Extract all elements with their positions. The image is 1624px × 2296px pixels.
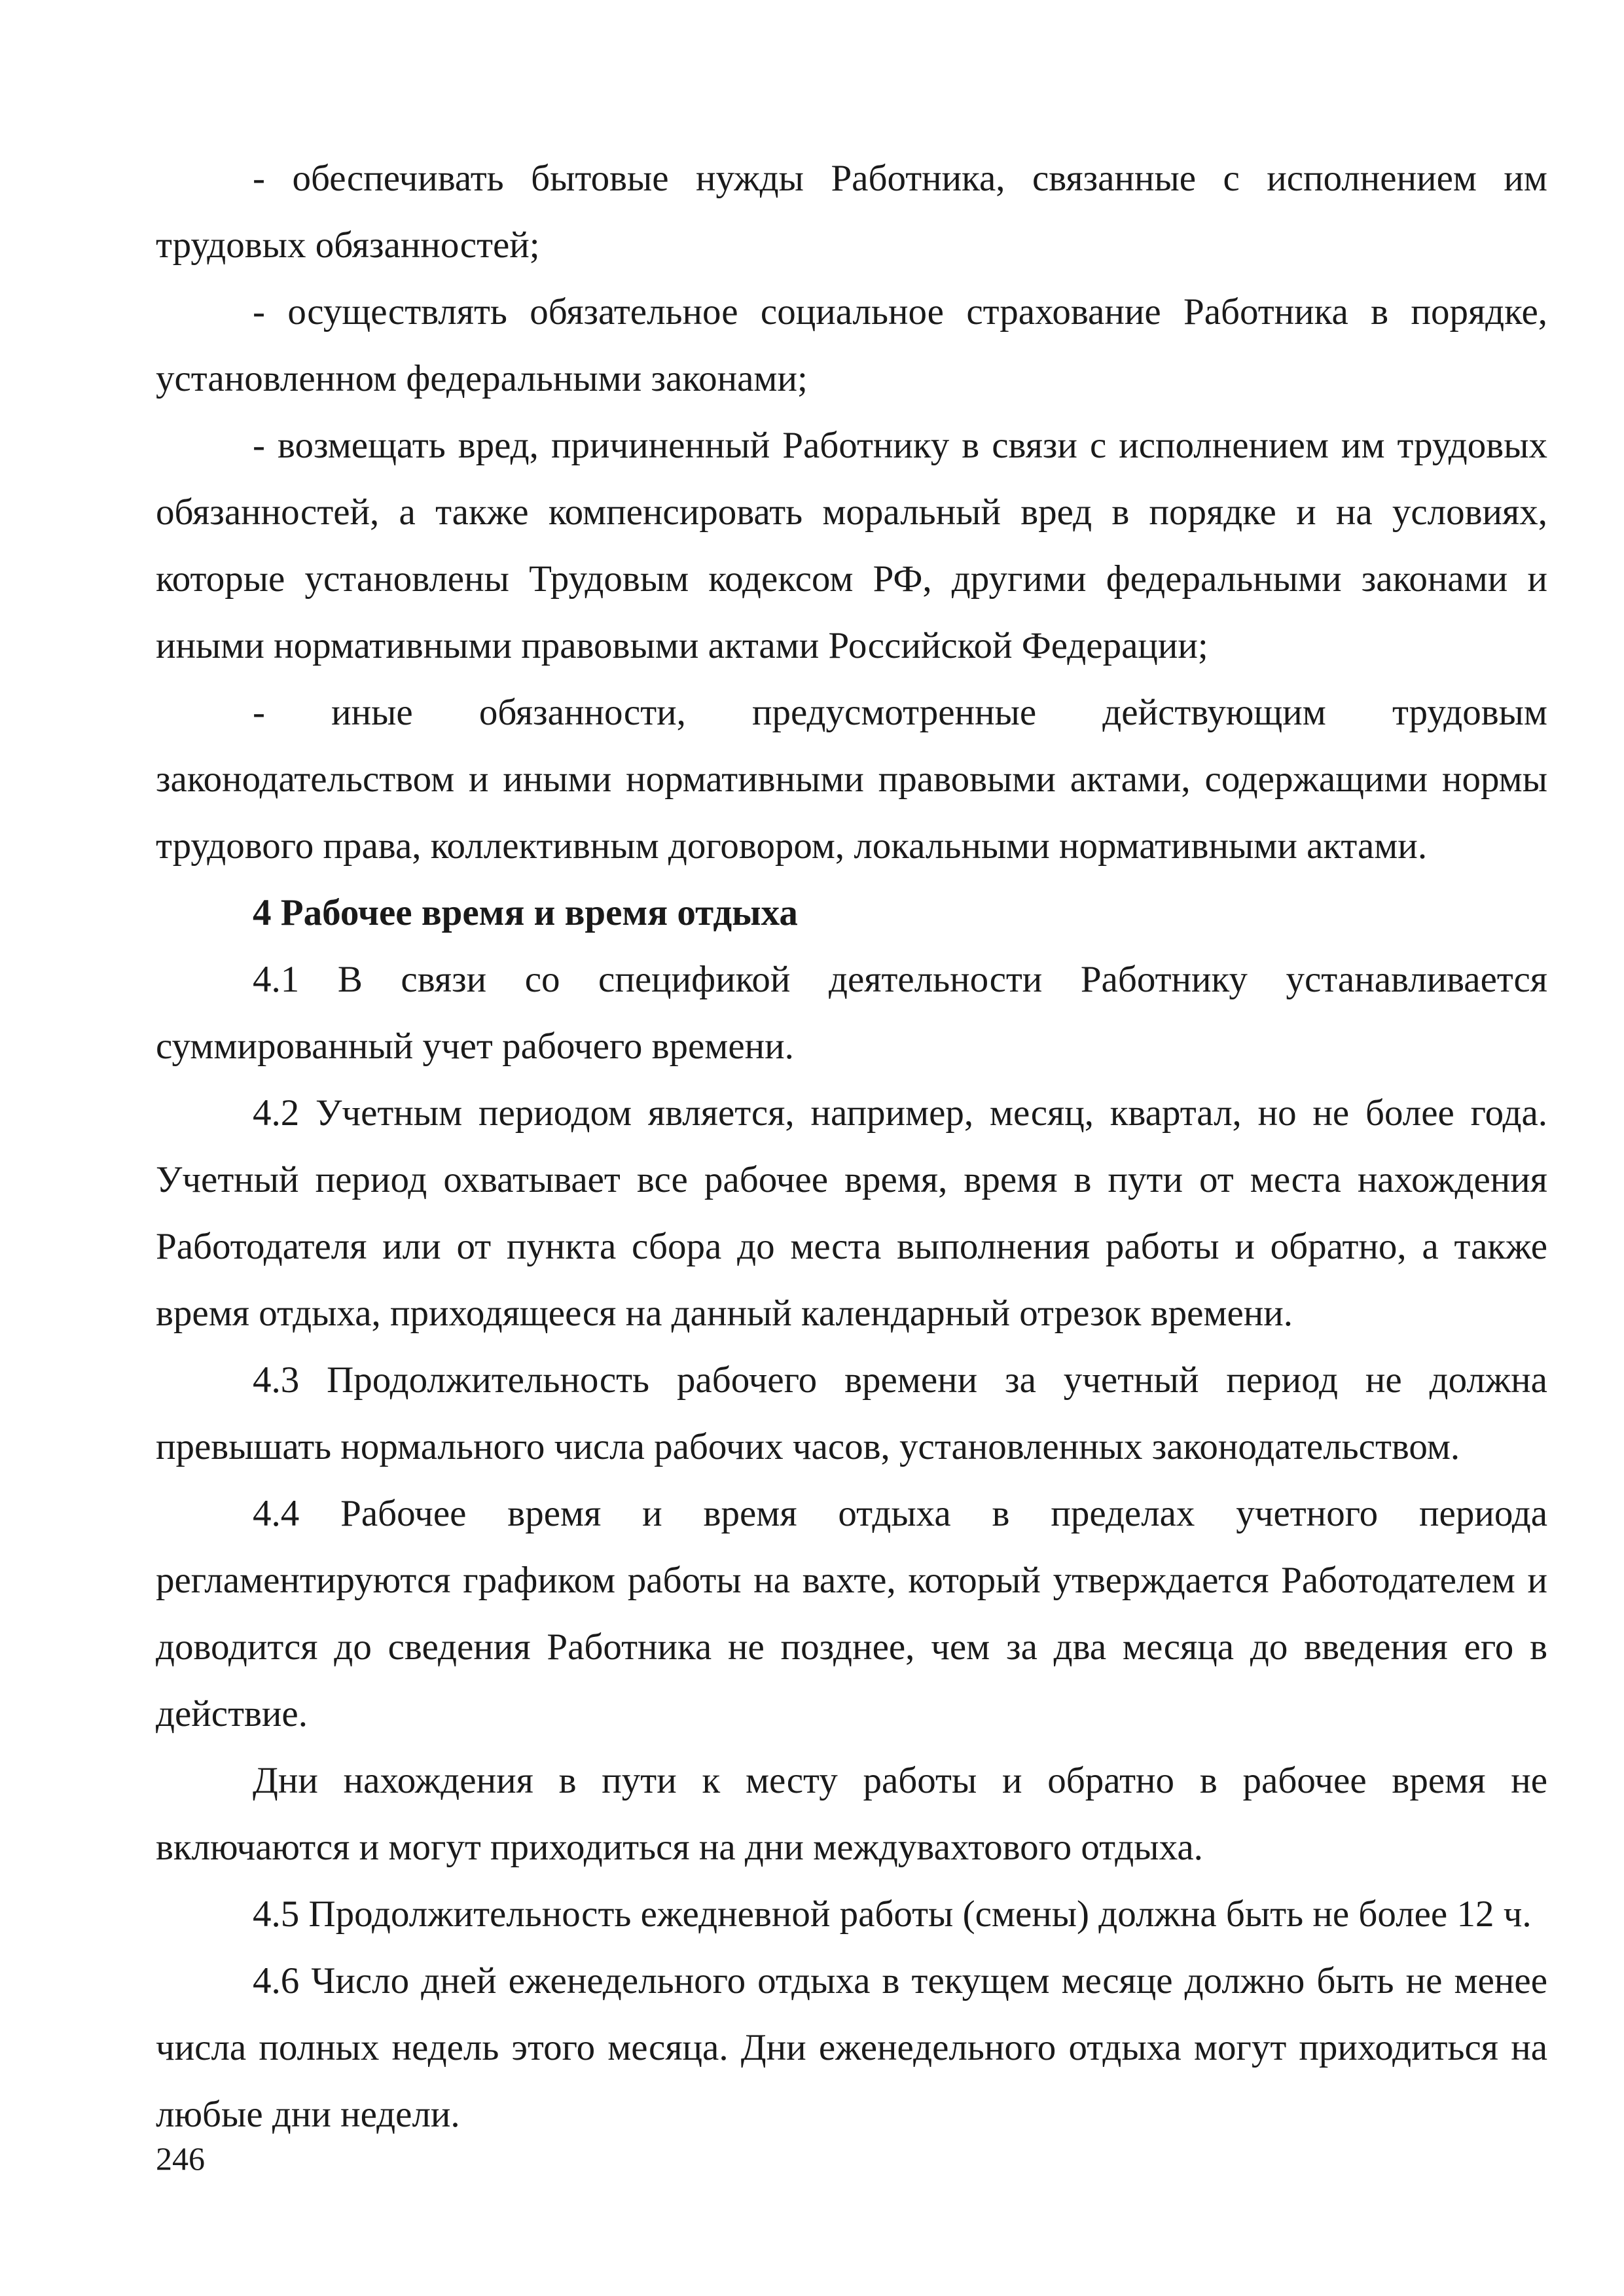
document-body bbox=[156, 145, 1547, 2148]
page-number: 246 bbox=[156, 2140, 205, 2177]
paragraph-4-1: 4.1 В связи со спецификой деятельности Работнику устанавливается суммированный учет рабочего времени. bbox=[156, 959, 1547, 1067]
paragraph-obligation-compensation: - возмещать вред, причиненный Работнику в связи с исполнением им трудовых обязанностей, а также компенсировать моральный вред в порядке и на условиях, которые установлены Трудовым кодексом РФ, другими федеральными законами и иными нормативными правовыми актами Российской Федерации; bbox=[156, 425, 1547, 666]
section-heading: 4 Рабочее время и время отдыха bbox=[253, 892, 798, 933]
paragraph-4-6: 4.6 Число дней еженедельного отдыха в текущем месяце должно быть не менее числа полных недель этого месяца. Дни еженедельного отдыха могут приходиться на любые дни недели. bbox=[156, 1960, 1547, 2135]
paragraph-obligation-household: - обеспечивать бытовые нужды Работника, связанные с исполнением им трудовых обязанностей; bbox=[156, 158, 1547, 266]
paragraph-4-3: 4.3 Продолжительность рабочего времени за учетный период не должна превышать нормального числа рабочих часов, установленных законодательством. bbox=[156, 1359, 1547, 1467]
paragraph-obligation-other: - иные обязанности, предусмотренные действующим трудовым законодательством и иными нормативными правовыми актами, содержащими нормы трудового права, коллективным договором, локальными нормативными актами. bbox=[156, 692, 1547, 867]
paragraph-travel-days: Дни нахождения в пути к месту работы и обратно в рабочее время не включаются и могут приходиться на дни междувахтового отдыха. bbox=[156, 1760, 1547, 1868]
paragraph-4-5: 4.5 Продолжительность ежедневной работы (смены) должна быть не более 12 ч. bbox=[253, 1893, 1532, 1935]
paragraph-4-2: 4.2 Учетным периодом является, например, месяц, квартал, но не более года. Учетный период охватывает все рабочее время, время в пути от места нахождения Работодателя или от пункта сбора до места выполнения работы и обратно, а также время отдыха, приходящееся на данный календарный отрезок времени. bbox=[156, 1092, 1547, 1334]
paragraph-obligation-insurance: - осуществлять обязательное социальное страхование Работника в порядке, установленном федеральными законами; bbox=[156, 291, 1547, 399]
paragraph-4-4: 4.4 Рабочее время и время отдыха в пределах учетного периода регламентируются графиком работы на вахте, который утверждается Работодателем и доводится до сведения Работника не позднее, чем за два месяца до введения его в действие. bbox=[156, 1493, 1547, 1734]
